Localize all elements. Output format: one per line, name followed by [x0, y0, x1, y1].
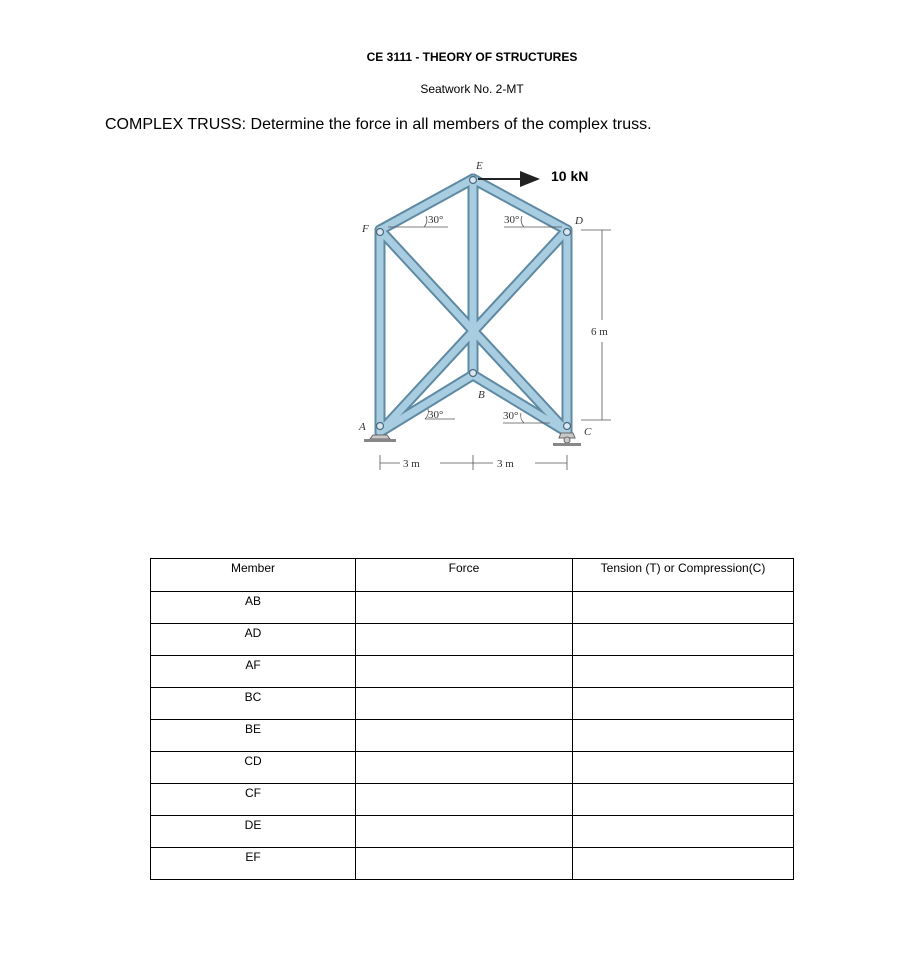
table-row — [151, 816, 794, 848]
member-cell: AD — [151, 624, 356, 656]
roller-support-c — [553, 433, 581, 446]
node-label-a: A — [359, 421, 366, 433]
member-cell: CD — [151, 752, 356, 784]
table-header-row — [151, 559, 794, 592]
angle-label-fe: 30° — [428, 214, 444, 226]
table-row — [151, 752, 794, 784]
header-member: Member — [151, 559, 356, 592]
table-row — [151, 848, 794, 880]
tension-compression-cell[interactable] — [573, 624, 794, 656]
node-label-c: C — [584, 426, 592, 438]
force-cell[interactable] — [356, 720, 573, 752]
pin-support-a — [364, 435, 396, 442]
dimension-left-span: 3 m — [403, 458, 420, 470]
joint-b-pin — [470, 370, 477, 377]
force-cell[interactable] — [356, 784, 573, 816]
angle-label-ab: 30° — [428, 409, 444, 421]
member-cell: DE — [151, 816, 356, 848]
member-cell: BC — [151, 688, 356, 720]
member-cell: AB — [151, 592, 356, 624]
header-tension-compression: Tension (T) or Compression(C) — [573, 559, 794, 592]
answer-table — [150, 558, 794, 880]
angle-label-bc: 30° — [503, 410, 519, 422]
member-cell: CF — [151, 784, 356, 816]
dimension-height: 6 m — [591, 326, 608, 338]
header-force: Force — [356, 559, 573, 592]
force-cell[interactable] — [356, 848, 573, 880]
force-cell[interactable] — [356, 592, 573, 624]
dimension-right-span: 3 m — [497, 458, 514, 470]
force-cell[interactable] — [356, 752, 573, 784]
table-row — [151, 784, 794, 816]
joint-a-pin — [377, 423, 384, 430]
force-cell[interactable] — [356, 688, 573, 720]
tension-compression-cell[interactable] — [573, 784, 794, 816]
node-label-f: F — [362, 223, 369, 235]
member-cell: EF — [151, 848, 356, 880]
truss-figure — [340, 152, 630, 492]
table-row — [151, 720, 794, 752]
force-cell[interactable] — [356, 656, 573, 688]
joint-e-pin — [470, 177, 477, 184]
node-label-b: B — [478, 389, 485, 401]
tension-compression-cell[interactable] — [573, 688, 794, 720]
joint-d-pin — [564, 229, 571, 236]
course-title: CE 3111 - THEORY OF STRUCTURES — [366, 50, 578, 64]
joint-f-pin — [377, 229, 384, 236]
tension-compression-cell[interactable] — [573, 592, 794, 624]
problem-statement: COMPLEX TRUSS: Determine the force in all members of the complex truss. — [105, 116, 652, 133]
angle-label-de: 30° — [504, 214, 520, 226]
node-label-d: D — [575, 215, 583, 227]
node-label-e: E — [476, 160, 483, 172]
tension-compression-cell[interactable] — [573, 720, 794, 752]
member-cell: BE — [151, 720, 356, 752]
tension-compression-cell[interactable] — [573, 816, 794, 848]
seatwork-number: Seatwork No. 2-MT — [420, 82, 524, 96]
load-label: 10 kN — [551, 168, 589, 184]
member-cell: AF — [151, 656, 356, 688]
tension-compression-cell[interactable] — [573, 848, 794, 880]
force-cell[interactable] — [356, 816, 573, 848]
tension-compression-cell[interactable] — [573, 656, 794, 688]
table-row — [151, 592, 794, 624]
table-row — [151, 624, 794, 656]
table-row — [151, 656, 794, 688]
force-cell[interactable] — [356, 624, 573, 656]
table-row — [151, 688, 794, 720]
joint-c-pin — [564, 423, 571, 430]
tension-compression-cell[interactable] — [573, 752, 794, 784]
